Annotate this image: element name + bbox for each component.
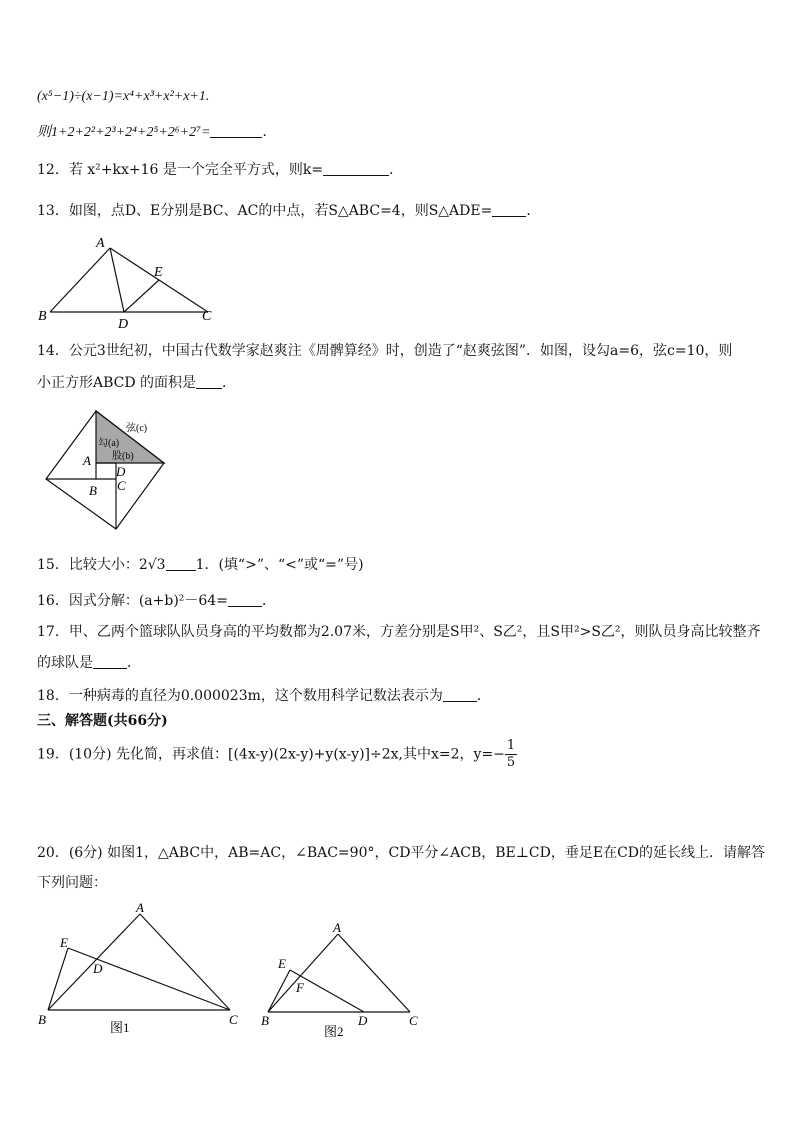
question-text: 16．因式分解：(a+b)²－64= <box>37 593 228 609</box>
question-text: 12．若 x²+kx+16 是一个完全平方式，则k= <box>37 162 324 178</box>
label-A: A <box>136 900 144 915</box>
question-14-line-1 <box>37 341 732 361</box>
question-text-tail: 1．(填“>”、“<”或“=”号) <box>195 557 364 573</box>
question-text: 15．比较大小：2√3 <box>37 557 166 573</box>
label-D: D <box>93 961 103 976</box>
fraction <box>505 738 517 771</box>
label-B: B <box>89 483 97 498</box>
section-heading <box>37 711 168 731</box>
question-13: 13．如图，点D、E分别是BC、AC的中点，若S△ABC=4，则S△ADE= ． <box>37 203 541 219</box>
label-C: C <box>202 309 212 324</box>
answer-blank[interactable] <box>210 123 262 138</box>
formula-line-2: 则1+2+2²+2³+2⁴+2⁵+2⁶+2⁷= ． <box>37 124 277 140</box>
label-gou: 勾(a) <box>98 438 120 449</box>
formula-text: (x⁵−1)÷(x−1)=x⁴+x³+x²+x+1. <box>37 89 210 104</box>
section-title: 三、解答题(共66分) <box>37 713 168 729</box>
caption: 图1 <box>110 1020 130 1035</box>
label-A: A <box>96 236 105 251</box>
label-gu: 股(b) <box>112 451 134 462</box>
question-18: 18．一种病毒的直径为0.000023m，这个数用科学记数法表示为 ． <box>37 688 491 704</box>
label-D: D <box>116 464 126 479</box>
question-17-line-2: 的球队是 ． <box>37 655 141 671</box>
answer-blank[interactable] <box>166 556 196 571</box>
label-xian: 弦(c) <box>126 423 148 434</box>
fraction-denominator: 5 <box>506 755 516 770</box>
label-B: B <box>38 309 47 324</box>
label-B: B <box>261 1013 269 1028</box>
answer-blank[interactable] <box>323 161 389 176</box>
question-text: 20．(6分) 如图1，△ABC中，AB=AC，∠BAC=90°，CD平分∠ACB，BE⊥CD，垂足E在CD的延长线上．请解答 <box>37 845 766 861</box>
formula-text: 则1+2+2²+2³+2⁴+2⁵+2⁶+2⁷= <box>37 125 211 140</box>
caption: 图2 <box>324 1024 344 1039</box>
formula-line-1 <box>37 86 209 107</box>
figure-13-triangle <box>36 234 226 332</box>
label-F: F <box>296 980 304 995</box>
question-14-line-2: 小正方形ABCD 的面积是 ． <box>37 375 237 391</box>
label-D: D <box>118 317 129 332</box>
label-C: C <box>229 1012 238 1027</box>
question-text: 14．公元3世纪初，中国古代数学家赵爽注《周髀算经》时，创造了“赵爽弦图”．如图，设勾a=6，弦c=10，则 <box>37 343 733 359</box>
question-text: 小正方形ABCD 的面积是 <box>37 375 197 391</box>
figure-14-chord-diagram <box>40 405 172 533</box>
label-A: A <box>83 453 91 468</box>
fraction-numerator: 1 <box>506 738 516 753</box>
label-D: D <box>358 1013 368 1028</box>
label-A: A <box>333 920 341 935</box>
answer-blank[interactable] <box>93 654 127 669</box>
question-15 <box>37 555 364 575</box>
question-text: 的球队是 <box>37 655 93 671</box>
question-text: 下列问题： <box>37 875 107 891</box>
label-C: C <box>409 1013 418 1028</box>
figure-20-1 <box>30 898 250 1043</box>
question-17-line-1 <box>37 622 761 642</box>
label-C: C <box>117 478 126 493</box>
answer-blank[interactable] <box>196 374 222 389</box>
answer-blank[interactable] <box>228 592 262 607</box>
question-12: 12．若 x²+kx+16 是一个完全平方式，则k= ． <box>37 162 404 178</box>
question-16: 16．因式分解：(a+b)²－64= ． <box>37 593 276 609</box>
label-E: E <box>60 935 68 950</box>
label-E: E <box>278 956 286 971</box>
question-text: 18．一种病毒的直径为0.000023m，这个数用科学记数法表示为 <box>37 688 443 704</box>
question-text: 17．甲、乙两个篮球队队员身高的平均数都为2.07米，方差分别是S甲²、S乙²，且S甲²>S乙²，则队员身高比较整齐 <box>37 624 761 640</box>
answer-blank[interactable] <box>492 202 526 217</box>
label-B: B <box>38 1012 46 1027</box>
question-text: 13．如图，点D、E分别是BC、AC的中点，若S△ABC=4，则S△ADE= <box>37 203 493 219</box>
question-text: 19．(10分) 先化简，再求值：[(4x-y)(2x-y)+y(x-y)]÷2x,其中x=2，y=− <box>37 746 505 763</box>
question-20-line-1 <box>37 843 765 863</box>
figure-20-2 <box>258 918 433 1043</box>
question-20-line-2 <box>37 873 107 893</box>
label-E: E <box>154 265 163 280</box>
answer-blank[interactable] <box>443 687 477 702</box>
question-19 <box>37 738 517 778</box>
